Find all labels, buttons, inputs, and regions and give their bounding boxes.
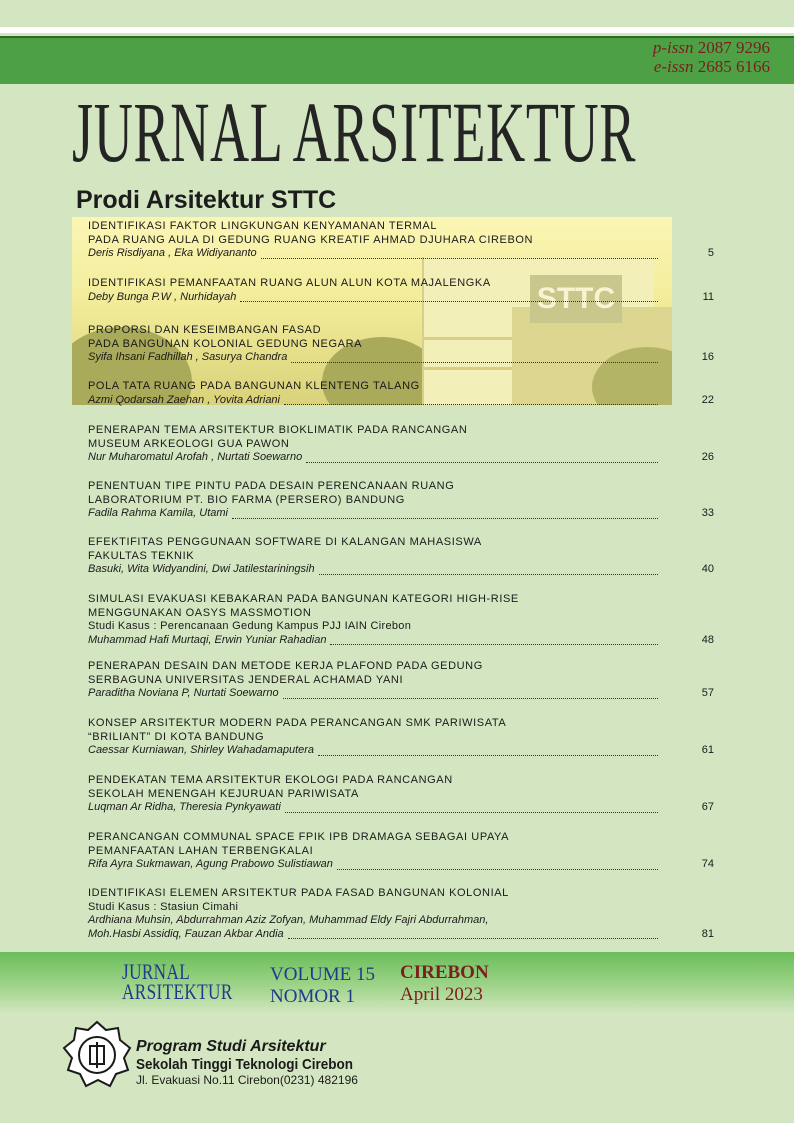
toc-leader-dots xyxy=(284,395,658,405)
journal-title: JURNAL ARSITEKTUR xyxy=(72,84,637,180)
toc-entry-title: LABORATORIUM PT. BIO FARMA (PERSERO) BANDUNG xyxy=(88,493,405,506)
toc-entry-title: PROPORSI DAN KESEIMBANGAN FASAD xyxy=(88,324,322,336)
toc-entry-page: 81 xyxy=(701,927,714,940)
toc-leader-dots xyxy=(319,565,658,575)
toc-entry-authors xyxy=(88,928,714,942)
toc-entry-authors xyxy=(88,914,714,928)
toc-entry-title: FAKULTAS TEKNIK xyxy=(88,549,195,562)
toc-entry-authors xyxy=(88,394,714,408)
footer-journal-line1: JURNAL xyxy=(122,959,191,984)
bottom-green-band xyxy=(0,952,794,1014)
e-issn-value: 2685 6166 xyxy=(697,57,770,76)
toc-entry-author-names: Basuki, Wita Widyandini, Dwi Jatilestariningsih xyxy=(88,563,315,575)
toc-entry-case-study: Studi Kasus : Perencanaan Gedung Kampus PJJ IAIN Cirebon xyxy=(88,620,412,632)
footer-volume: VOLUME 15 xyxy=(270,964,376,985)
toc-entry-author-names: Rifa Ayra Sukmawan, Agung Prabowo Sulistiawan xyxy=(88,858,333,870)
toc-leader-dots xyxy=(240,292,658,302)
toc-leader-dots xyxy=(291,353,658,363)
footer-journal-line2: ARSITEKTUR xyxy=(122,979,233,1004)
toc-leader-dots xyxy=(285,803,658,813)
toc-entry xyxy=(88,380,714,407)
toc-entry-title: PENERAPAN DESAIN DAN METODE KERJA PLAFOND PADA GEDUNG xyxy=(88,660,483,672)
toc-entry xyxy=(88,774,714,815)
toc-entry-title: KONSEP ARSITEKTUR MODERN PADA PERANCANGAN SMK PARIWISATA xyxy=(88,717,507,729)
institution-block xyxy=(136,1038,377,1088)
toc-entry xyxy=(88,324,714,365)
institution-program: Program Studi Arsitektur xyxy=(136,1038,326,1055)
toc-entry-page: 11 xyxy=(702,290,714,303)
footer-city-block xyxy=(400,962,489,1006)
toc-entry-page: 40 xyxy=(701,563,714,575)
toc-entry-title: PERANCANGAN COMMUNAL SPACE FPIK IPB DRAMAGA SEBAGAI UPAYA xyxy=(88,831,510,843)
toc-entry-authors xyxy=(88,351,714,365)
toc-leader-dots xyxy=(337,860,658,870)
toc-entry-authors xyxy=(88,247,714,261)
toc-entry xyxy=(88,536,714,577)
toc-entry-author-names: Caessar Kurniawan, Shirley Wahadamaputera xyxy=(88,744,315,756)
toc-leader-dots xyxy=(261,249,658,259)
toc-entry-author-names: Azmi Qodarsah Zaehan , Yovita Adriani xyxy=(88,393,280,406)
journal-subtitle: Prodi Arsitektur STTC xyxy=(76,186,337,214)
toc-leader-dots xyxy=(283,689,658,699)
toc-entry-authors xyxy=(88,507,714,521)
toc-entry-authors xyxy=(88,858,714,872)
toc-entry-authors xyxy=(88,687,714,701)
institution-address: Jl. Evakuasi No.11 Cirebon(0231) 482196 xyxy=(136,1073,358,1087)
toc-entry-author-names: Syifa Ihsani Fadhillah , Sasurya Chandra xyxy=(88,351,288,363)
toc-entry-page: 16 xyxy=(701,351,714,363)
toc-entry-authors xyxy=(88,563,714,577)
toc-entry-title: POLA TATA RUANG PADA BANGUNAN KLENTENG TALANG xyxy=(88,380,420,392)
footer-journal-name xyxy=(122,959,233,1004)
toc-entry-title: “BRILIANT” DI KOTA BANDUNG xyxy=(88,730,265,743)
toc-entry-title: SEKOLAH MENENGAH KEJURUAN PARIWISATA xyxy=(88,787,359,800)
toc-entry-title: SERBAGUNA UNIVERSITAS JENDERAL ACHAMAD YANI xyxy=(88,673,404,686)
toc-leader-dots xyxy=(330,635,658,645)
institution-school: Sekolah Tinggi Teknologi Cirebon xyxy=(136,1056,354,1073)
toc-entry-page: 67 xyxy=(701,801,714,813)
toc-entry-title: PENERAPAN TEMA ARSITEKTUR BIOKLIMATIK PADA RANCANGAN xyxy=(88,424,468,436)
toc-entry-title: MENGGUNAKAN OASYS MASSMOTION xyxy=(88,606,312,619)
toc-entry-authors xyxy=(88,291,714,305)
toc-entry xyxy=(88,831,714,872)
footer-volume-block xyxy=(270,964,375,1008)
issn-block xyxy=(653,38,770,76)
toc-entry-title: PADA RUANG AULA DI GEDUNG RUANG KREATIF AHMAD DJUHARA CIREBON xyxy=(88,233,534,246)
toc-leader-dots xyxy=(306,453,658,463)
footer-date: April 2023 xyxy=(400,984,483,1005)
sttc-sign: STTC xyxy=(530,275,622,323)
toc-entry-title: EFEKTIFITAS PENGGUNAAN SOFTWARE DI KALANGAN MAHASISWA xyxy=(88,536,482,548)
toc-entry-title: IDENTIFIKASI ELEMEN ARSITEKTUR PADA FASAD BANGUNAN KOLONIAL xyxy=(88,887,509,899)
toc-entry-author-names: Ardhiana Muhsin, Abdurrahman Aziz Zofyan, Muhammad Eldy Fajri Abdurrahman, xyxy=(88,914,489,926)
toc-entry-case-study: Studi Kasus : Stasiun Cimahi xyxy=(88,900,239,913)
toc-entry-page: 26 xyxy=(701,451,714,463)
p-issn-value: 2087 9296 xyxy=(697,38,770,57)
toc-entry xyxy=(88,887,714,941)
toc-entry-page: 61 xyxy=(701,744,714,756)
toc-entry-author-names: Moh.Hasbi Assidiq, Fauzan Akbar Andia xyxy=(88,927,284,940)
top-rule xyxy=(0,27,794,33)
toc-entry-page: 5 xyxy=(707,247,714,259)
toc-entry xyxy=(88,220,714,261)
toc-entry-title: MUSEUM ARKEOLOGI GUA PAWON xyxy=(88,437,290,450)
toc-entry-title: IDENTIFIKASI PEMANFAATAN RUANG ALUN ALUN KOTA MAJALENGKA xyxy=(88,277,491,289)
toc-entry-authors xyxy=(88,801,714,815)
toc-entry-author-names: Fadila Rahma Kamila, Utami xyxy=(88,507,228,519)
toc-entry-title: IDENTIFIKASI FAKTOR LINGKUNGAN KENYAMANAN TERMAL xyxy=(88,220,438,232)
toc-entry-author-names: Paraditha Noviana P, Nurtati Soewarno xyxy=(88,687,279,699)
toc-entry-author-names: Nur Muharomatul Arofah , Nurtati Soewarno xyxy=(88,451,303,463)
toc-entry-title: PADA BANGUNAN KOLONIAL GEDUNG NEGARA xyxy=(88,337,363,350)
toc-entry-page: 33 xyxy=(701,507,714,519)
e-issn-label: e-issn xyxy=(653,57,694,76)
toc-leader-dots xyxy=(288,929,658,939)
toc-entry-title: PEMANFAATAN LAHAN TERBENGKALAI xyxy=(88,844,314,857)
toc-entry-authors xyxy=(88,634,714,648)
toc-leader-dots xyxy=(318,746,658,756)
toc-entry xyxy=(88,424,714,465)
toc-entry-authors xyxy=(88,744,714,758)
toc-entry-title: SIMULASI EVAKUASI KEBAKARAN PADA BANGUNAN KATEGORI HIGH-RISE xyxy=(88,593,519,605)
toc-entry-author-names: Luqman Ar Ridha, Theresia Pynkyawati xyxy=(88,801,281,813)
toc-entry xyxy=(88,593,714,647)
toc-entry-page: 74 xyxy=(701,858,714,870)
toc-entry-page: 48 xyxy=(701,633,714,646)
toc-entry xyxy=(88,480,714,521)
toc-leader-dots xyxy=(232,509,658,519)
toc-entry-authors xyxy=(88,451,714,465)
footer-city: CIREBON xyxy=(400,962,489,983)
footer-number: NOMOR 1 xyxy=(270,986,355,1007)
toc-entry-author-names: Deby Bunga P.W , Nurhidayah xyxy=(88,290,237,303)
toc-entry xyxy=(88,660,714,701)
p-issn-label: p-issn xyxy=(652,38,694,57)
toc-entry xyxy=(88,717,714,758)
toc-entry-title: PENENTUAN TIPE PINTU PADA DESAIN PERENCANAAN RUANG xyxy=(88,480,455,492)
toc-entry-author-names: Deris Risdiyana , Eka Widiyananto xyxy=(88,247,257,259)
toc-entry-page: 57 xyxy=(701,687,714,699)
toc-entry-page: 22 xyxy=(701,393,714,406)
toc-entry xyxy=(88,277,714,304)
toc-entry-author-names: Muhammad Hafi Murtaqi, Erwin Yuniar Rahadian xyxy=(88,633,327,646)
sttc-logo-icon xyxy=(62,1020,132,1090)
toc-entry-title: PENDEKATAN TEMA ARSITEKTUR EKOLOGI PADA RANCANGAN xyxy=(88,774,453,786)
